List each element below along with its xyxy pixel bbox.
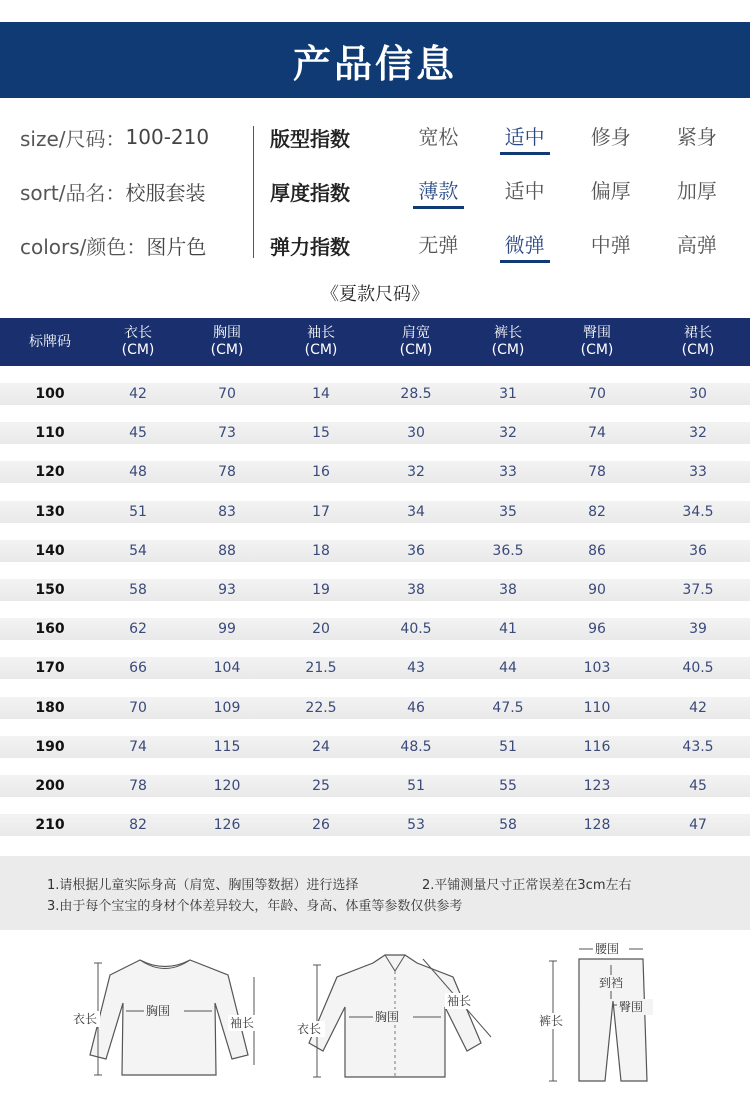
fit-index-title: 版型指数 <box>270 126 350 151</box>
header-cell <box>548 318 646 366</box>
table-row-band <box>0 697 750 719</box>
table-row-band <box>0 736 750 758</box>
header-cell-unit: (CM) <box>580 342 614 358</box>
measurement-cell: 40.5 <box>400 621 432 638</box>
header-cell <box>364 318 468 366</box>
size-tag-cell: 120 <box>35 464 65 481</box>
table-row-band <box>0 461 750 483</box>
measurement-cell: 96 <box>588 621 606 638</box>
thickness-option: 加厚 <box>676 179 717 203</box>
table-row <box>0 613 750 652</box>
table-row <box>0 456 750 495</box>
header-cell-unit: (CM) <box>304 342 338 358</box>
table-row-band <box>0 579 750 601</box>
table-row-band <box>0 775 750 797</box>
measurement-cell: 62 <box>129 621 147 638</box>
header-cell <box>0 318 100 366</box>
measurement-cell: 103 <box>583 660 611 677</box>
table-row-band <box>0 618 750 640</box>
fit-option: 宽松 <box>418 125 459 149</box>
size-notes <box>0 856 750 930</box>
measurement-cell: 83 <box>218 503 236 520</box>
measurement-cell: 48.5 <box>400 738 432 755</box>
measurement-cell: 32 <box>689 425 707 442</box>
header-cell-unit: (CM) <box>121 342 155 358</box>
size-chart-title: 《夏款尺码》 <box>321 284 429 305</box>
color-value: 图片色 <box>146 234 207 259</box>
measurement-cell: 43 <box>407 660 425 677</box>
measurement-cell: 36.5 <box>492 542 524 559</box>
fit-option: 修身 <box>590 125 631 149</box>
thickness-option: 偏厚 <box>590 179 631 203</box>
measurement-cell: 24 <box>312 738 330 755</box>
table-row <box>0 417 750 456</box>
size-value: 100-210 <box>125 125 210 149</box>
header-cell-label: 胸围 <box>213 325 241 341</box>
table-row <box>0 809 750 848</box>
measurement-cell: 26 <box>312 817 330 834</box>
measurement-cell: 36 <box>407 542 425 559</box>
info-divider <box>253 126 254 258</box>
measurement-cell: 55 <box>499 777 517 794</box>
header-cell-label: 臀围 <box>583 325 611 341</box>
header-cell <box>278 318 364 366</box>
measurement-cell: 42 <box>689 699 707 716</box>
measurement-cell: 40.5 <box>682 660 714 677</box>
header-cell-unit: (CM) <box>210 342 244 358</box>
table-row-band <box>0 540 750 562</box>
measurement-cell: 34 <box>407 503 425 520</box>
pants-illustration <box>535 941 665 1091</box>
tshirt-illustration <box>70 945 270 1085</box>
size-row <box>20 110 250 164</box>
size-tag-cell: 200 <box>35 777 65 794</box>
pants-crotch-label: 到裆 <box>599 976 624 990</box>
measurement-cell: 53 <box>407 817 425 834</box>
measurement-cell: 78 <box>129 777 147 794</box>
measurement-cell: 116 <box>583 738 611 755</box>
measurement-cell: 74 <box>129 738 147 755</box>
measurement-cell: 123 <box>583 777 611 794</box>
measurement-cell: 43.5 <box>682 738 714 755</box>
shirt-illustration <box>295 945 505 1090</box>
size-tag-cell: 170 <box>35 660 65 677</box>
size-tag-cell: 110 <box>35 425 65 442</box>
measurement-cell: 35 <box>499 503 517 520</box>
measurement-cell: 99 <box>218 621 236 638</box>
fit-option: 适中 <box>482 121 568 153</box>
sort-label: sort/品名： <box>20 180 126 205</box>
measurement-cell: 109 <box>213 699 241 716</box>
header-cell-unit: (CM) <box>681 342 715 358</box>
size-tag-cell: 140 <box>35 542 65 559</box>
measurement-cell: 32 <box>407 464 425 481</box>
size-tag-cell: 150 <box>35 581 65 598</box>
table-row-band <box>0 814 750 836</box>
measurement-cell: 128 <box>583 817 611 834</box>
pants-length-label: 裤长 <box>539 1014 564 1028</box>
table-row <box>0 378 750 417</box>
note-3: 3.由于每个宝宝的身材个体差异较大，年龄、身高、体重等参数仅供参考 <box>47 899 463 914</box>
header-cell <box>468 318 548 366</box>
sort-row <box>20 164 250 218</box>
size-tag-cell: 190 <box>35 738 65 755</box>
index-panel <box>270 110 740 272</box>
note-1: 1.请根据儿童实际身高（肩宽、胸围等数据）进行选择 <box>47 878 359 893</box>
table-row <box>0 574 750 613</box>
measurement-cell: 18 <box>312 542 330 559</box>
tshirt-length-label: 衣长 <box>73 1012 98 1026</box>
header-cell <box>100 318 176 366</box>
measurement-cell: 34.5 <box>682 503 714 520</box>
banner-title: 产品信息 <box>292 41 457 86</box>
size-label: size/尺码： <box>20 126 126 151</box>
measurement-cell: 19 <box>312 581 330 598</box>
fit-option: 紧身 <box>676 125 717 149</box>
elasticity-option: 无弹 <box>418 233 459 257</box>
measurement-cell: 20 <box>312 621 330 638</box>
measurement-cell: 78 <box>588 464 606 481</box>
measurement-cell: 90 <box>588 581 606 598</box>
pants-waist-label: 腰围 <box>595 942 620 956</box>
measurement-cell: 74 <box>588 425 606 442</box>
header-cell-unit: (CM) <box>399 342 433 358</box>
size-table-header <box>0 318 750 366</box>
measurement-cell: 30 <box>689 386 707 402</box>
header-cell-label: 肩宽 <box>402 325 430 341</box>
measurement-cell: 14 <box>312 386 330 402</box>
measurement-cell: 16 <box>312 464 330 481</box>
measurement-cell: 46 <box>407 699 425 716</box>
measurement-diagrams <box>0 935 750 1095</box>
measurement-cell: 82 <box>129 817 147 834</box>
note-2: 2.平铺测量尺寸正常误差在3cm左右 <box>422 878 632 893</box>
thickness-option: 适中 <box>504 179 545 203</box>
measurement-cell: 47 <box>689 817 707 834</box>
measurement-cell: 70 <box>218 386 236 402</box>
elasticity-index-row <box>270 218 740 272</box>
measurement-cell: 51 <box>129 503 147 520</box>
table-row-band <box>0 501 750 523</box>
measurement-cell: 82 <box>588 503 606 520</box>
color-label: colors/颜色： <box>20 234 147 259</box>
measurement-cell: 120 <box>213 777 241 794</box>
measurement-cell: 115 <box>213 738 241 755</box>
measurement-cell: 39 <box>689 621 707 638</box>
shirt-length-label: 衣长 <box>297 1022 322 1036</box>
table-row-band <box>0 383 750 405</box>
measurement-cell: 32 <box>499 425 517 442</box>
measurement-cell: 70 <box>588 386 606 402</box>
table-row <box>0 535 750 574</box>
size-table-body <box>0 378 750 848</box>
measurement-cell: 45 <box>129 425 147 442</box>
measurement-cell: 30 <box>407 425 425 442</box>
tshirt-sleeve-label: 袖长 <box>230 1016 255 1030</box>
thickness-option: 薄款 <box>395 175 481 207</box>
tshirt-chest-label: 胸围 <box>146 1004 171 1018</box>
size-tag-cell: 210 <box>35 817 65 834</box>
measurement-cell: 48 <box>129 464 147 481</box>
pants-diagram <box>535 941 665 1095</box>
measurement-cell: 86 <box>588 542 606 559</box>
shirt-sleeve-label: 袖长 <box>447 994 472 1008</box>
measurement-cell: 110 <box>583 699 611 716</box>
measurement-cell: 58 <box>129 581 147 598</box>
thickness-index-row <box>270 164 740 218</box>
measurement-cell: 73 <box>218 425 236 442</box>
measurement-cell: 33 <box>499 464 517 481</box>
shirt-chest-label: 胸围 <box>375 1010 400 1024</box>
measurement-cell: 31 <box>499 386 517 402</box>
measurement-cell: 104 <box>213 660 241 677</box>
measurement-cell: 38 <box>407 581 425 598</box>
measurement-cell: 45 <box>689 777 707 794</box>
header-cell-label: 衣长 <box>124 325 152 341</box>
measurement-cell: 28.5 <box>400 386 432 402</box>
measurement-cell: 38 <box>499 581 517 598</box>
elasticity-option: 微弹 <box>482 229 568 261</box>
measurement-cell: 93 <box>218 581 236 598</box>
fit-index-row <box>270 110 740 164</box>
header-cell-label: 裤长 <box>494 325 522 341</box>
measurement-cell: 58 <box>499 817 517 834</box>
size-tag-cell: 100 <box>35 386 65 402</box>
header-cell-unit: (CM) <box>491 342 525 358</box>
product-attributes <box>20 110 250 272</box>
elasticity-index-title: 弹力指数 <box>270 234 350 259</box>
size-tag-cell: 160 <box>35 621 65 638</box>
measurement-cell: 22.5 <box>305 699 337 716</box>
measurement-cell: 41 <box>499 621 517 638</box>
table-row <box>0 770 750 809</box>
elasticity-option: 中弹 <box>590 233 631 257</box>
measurement-cell: 17 <box>312 503 330 520</box>
measurement-cell: 126 <box>213 817 241 834</box>
header-cell-label: 袖长 <box>307 325 335 341</box>
measurement-cell: 33 <box>689 464 707 481</box>
measurement-cell: 37.5 <box>682 581 714 598</box>
measurement-cell: 51 <box>499 738 517 755</box>
color-row <box>20 218 250 272</box>
measurement-cell: 51 <box>407 777 425 794</box>
measurement-cell: 66 <box>129 660 147 677</box>
sort-value: 校服套装 <box>125 180 206 205</box>
table-row <box>0 496 750 535</box>
tshirt-diagram <box>70 945 270 1089</box>
shirt-diagram <box>295 945 505 1094</box>
page-banner <box>0 22 750 98</box>
size-tag-cell: 130 <box>35 503 65 520</box>
measurement-cell: 44 <box>499 660 517 677</box>
header-cell <box>646 318 750 366</box>
measurement-cell: 36 <box>689 542 707 559</box>
measurement-cell: 42 <box>129 386 147 402</box>
measurement-cell: 54 <box>129 542 147 559</box>
measurement-cell: 25 <box>312 777 330 794</box>
header-cell-label: 裙长 <box>684 325 712 341</box>
measurement-cell: 15 <box>312 425 330 442</box>
table-row <box>0 652 750 691</box>
table-row <box>0 692 750 731</box>
pants-hip-label: 臀围 <box>619 1000 644 1014</box>
measurement-cell: 88 <box>218 542 236 559</box>
elasticity-option: 高弹 <box>676 233 717 257</box>
header-cell <box>176 318 278 366</box>
table-row-band <box>0 657 750 679</box>
measurement-cell: 70 <box>129 699 147 716</box>
table-row-band <box>0 422 750 444</box>
size-tag-cell: 180 <box>35 699 65 716</box>
measurement-cell: 21.5 <box>305 660 337 677</box>
measurement-cell: 78 <box>218 464 236 481</box>
measurement-cell: 47.5 <box>492 699 524 716</box>
product-info <box>0 110 750 275</box>
header-cell-label: 标牌码 <box>29 333 71 350</box>
thickness-index-title: 厚度指数 <box>270 180 350 205</box>
table-row <box>0 731 750 770</box>
